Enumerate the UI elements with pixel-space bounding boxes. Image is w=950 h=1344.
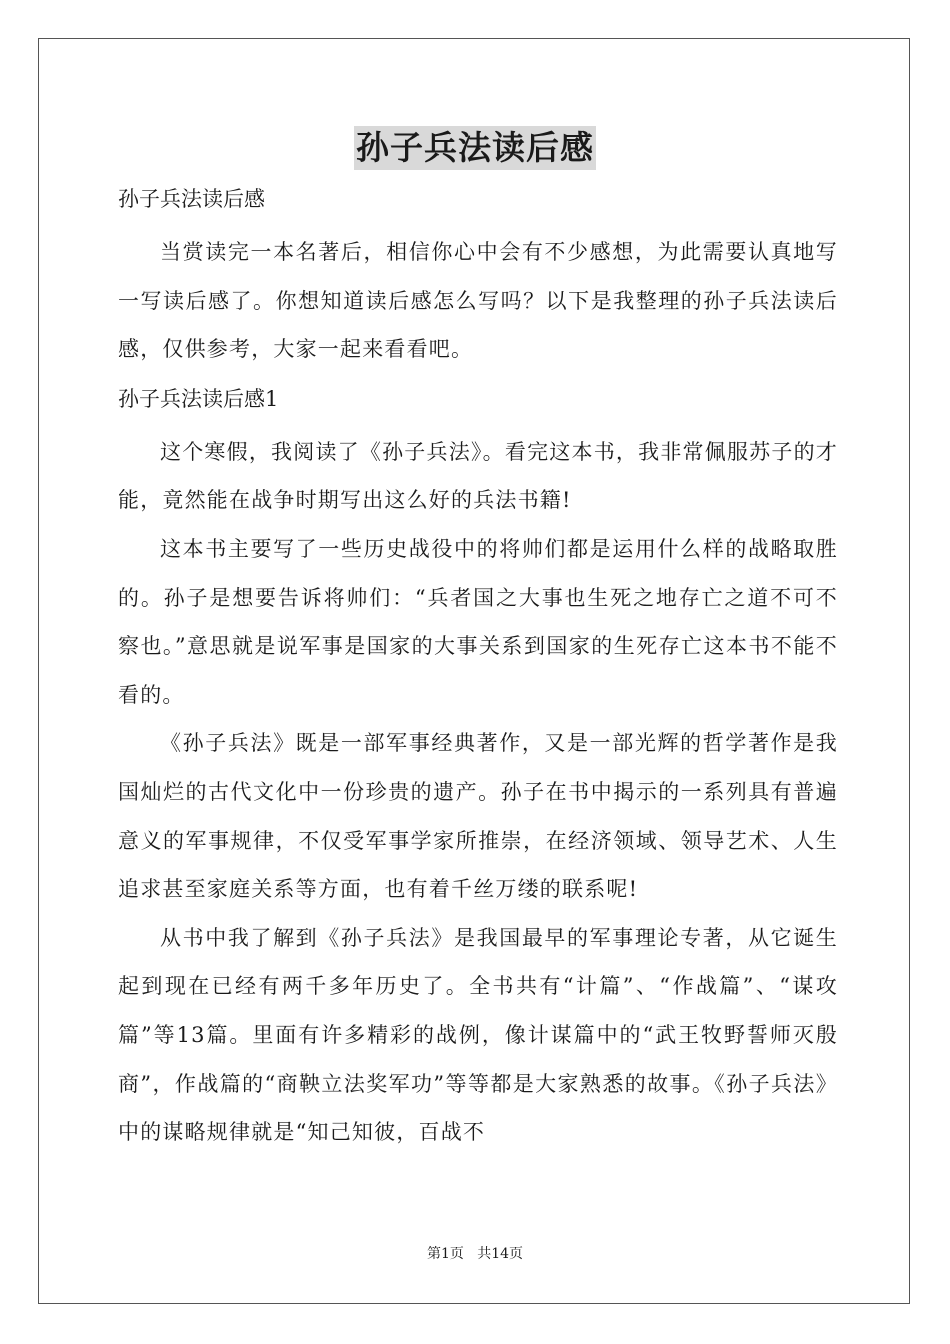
- title-container: [0, 126, 950, 170]
- page-footer: 第1页 共14页: [426, 1246, 524, 1262]
- body-paragraph-3: 《孙子兵法》既是一部军事经典著作，又是一部光辉的哲学著作是我国灿烂的古代文化中一份珍贵的遗产。孙子在书中揭示的一系列具有普遍意义的军事规律，不仅受军事学家所推崇，在经济领域、领导艺术、人生追求甚至家庭关系等方面，也有着千丝万缕的联系呢!: [118, 731, 838, 902]
- intro-paragraph: 当赏读完一本名著后，相信你心中会有不少感想，为此需要认真地写一写读后感了。你想知道读后感怎么写吗？以下是我整理的孙子兵法读后感，仅供参考，大家一起来看看吧。: [118, 240, 838, 362]
- document-body: [118, 180, 838, 1157]
- body-paragraph-2: 这本书主要写了一些历史战役中的将帅们都是运用什么样的战略取胜的。孙子是想要告诉将帅们：“兵者国之大事也生死之地存亡之道不可不察也。”意思就是说军事是国家的大事关系到国家的生死存亡这本书不能不看的。: [118, 536, 838, 707]
- document-title: 孙子兵法读后感: [354, 126, 596, 170]
- body-paragraph-4: 从书中我了解到《孙子兵法》是我国最早的军事理论专著，从它诞生起到现在已经有两千多年历史了。全书共有“计篇”、“作战篇”、“谋攻篇”等13篇。里面有许多精彩的战例，像计谋篇中的“武王牧野誓师灭殷商”，作战篇的“商鞅立法奖军功”等等都是大家熟悉的故事。《孙子兵法》中的谋略规律就是“知己知彼，百战不: [118, 925, 838, 1145]
- document-subtitle: 孙子兵法读后感: [118, 187, 265, 211]
- body-paragraph-1: 这个寒假，我阅读了《孙子兵法》。看完这本书，我非常佩服苏子的才能，竟然能在战争时期写出这么好的兵法书籍!: [118, 439, 838, 513]
- section-heading: 孙子兵法读后感1: [118, 386, 279, 411]
